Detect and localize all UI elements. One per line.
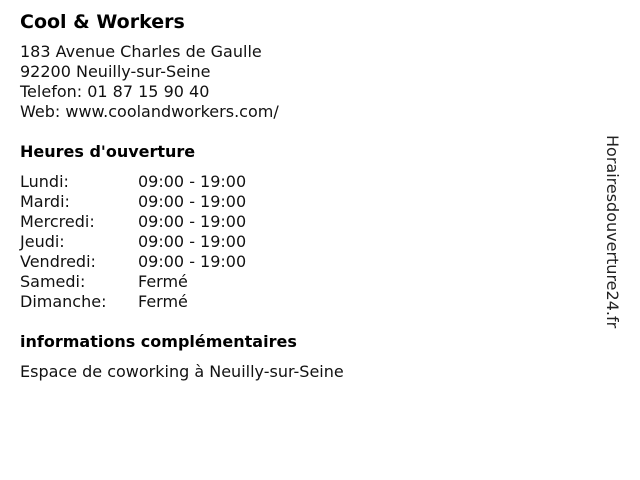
day-label: Mercredi: xyxy=(20,212,95,231)
day-hours: 09:00 - 19:00 xyxy=(138,212,247,231)
day-label: Vendredi: xyxy=(20,252,96,271)
day-hours: Fermé xyxy=(138,272,188,291)
day-label: Lundi: xyxy=(20,172,69,191)
hours-row-tuesday xyxy=(20,192,580,212)
hours-row-monday xyxy=(20,172,580,192)
day-hours: 09:00 - 19:00 xyxy=(138,232,247,251)
contact-block xyxy=(20,42,580,122)
business-name: Cool & Workers xyxy=(20,11,185,33)
address-city: 92200 Neuilly-sur-Seine xyxy=(20,62,211,81)
info-text: Espace de coworking à Neuilly-sur-Seine xyxy=(20,362,344,381)
hours-row-friday xyxy=(20,252,580,272)
site-watermark: Horairesdouverture24.fr xyxy=(603,135,622,329)
day-label: Mardi: xyxy=(20,192,70,211)
day-hours: 09:00 - 19:00 xyxy=(138,172,247,191)
day-hours: 09:00 - 19:00 xyxy=(138,252,247,271)
web-line: Web: www.coolandworkers.com/ xyxy=(20,102,279,121)
day-label: Jeudi: xyxy=(20,232,65,251)
phone-line: Telefon: 01 87 15 90 40 xyxy=(20,82,210,101)
opening-hours-list xyxy=(20,172,580,312)
hours-row-thursday xyxy=(20,232,580,252)
hours-row-saturday xyxy=(20,272,580,292)
day-hours: 09:00 - 19:00 xyxy=(138,192,247,211)
info-heading: informations complémentaires xyxy=(20,332,297,351)
day-hours: Fermé xyxy=(138,292,188,311)
hours-row-wednesday xyxy=(20,212,580,232)
hours-heading: Heures d'ouverture xyxy=(20,142,196,161)
hours-row-sunday xyxy=(20,292,580,312)
day-label: Dimanche: xyxy=(20,292,107,311)
day-label: Samedi: xyxy=(20,272,86,291)
business-card xyxy=(20,10,580,382)
address-street: 183 Avenue Charles de Gaulle xyxy=(20,42,262,61)
